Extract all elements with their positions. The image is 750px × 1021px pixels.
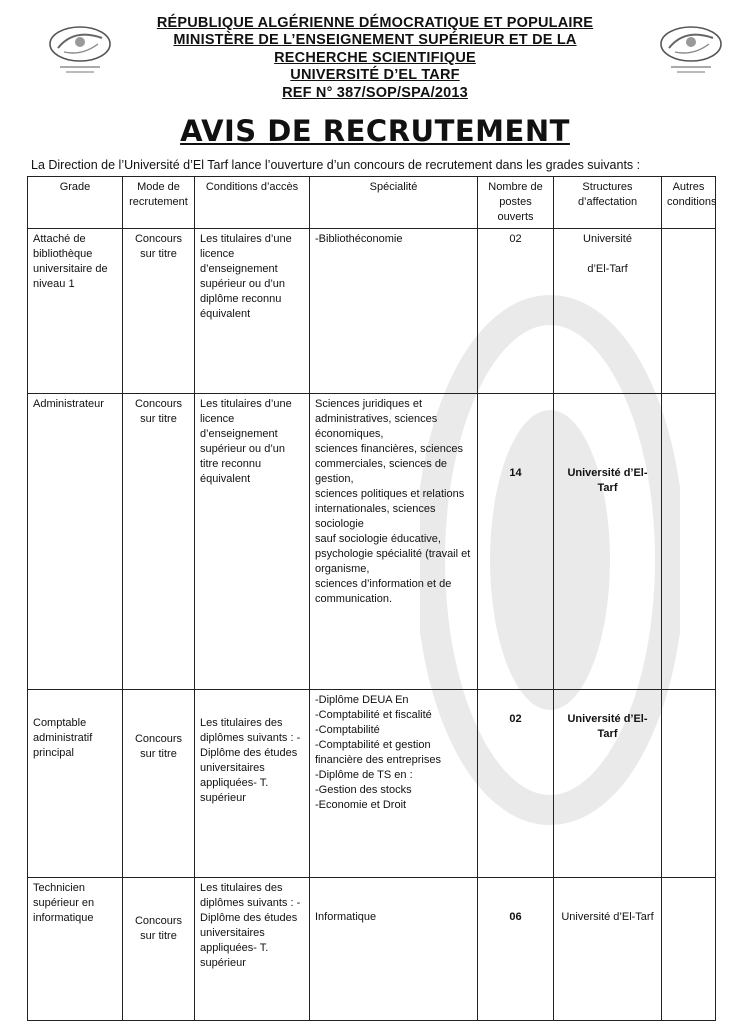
- autres-cell: [662, 229, 716, 394]
- conditions-cell: Les titulaires des diplômes suivants : -Diplôme des études universitaires appliquées- T. supérieur: [195, 690, 310, 878]
- header-reference: REF N° 387/SOP/SPA/2013: [282, 85, 468, 101]
- conditions-cell: Les titulaires d’une licence d’enseignement supérieur ou d’un diplôme reconnu équivalent: [195, 229, 310, 394]
- table-row: [28, 229, 716, 394]
- table-row: [28, 878, 716, 1021]
- specialite-cell: Sciences juridiques et administratives, sciences économiques, sciences financières, sciences commerciales, sciences de gestion, sciences politiques et relations internationales, sciences sociologie sauf sociologie éducative, psychologie spécialité (travail et organisme, sciences d’information et de communication.: [310, 394, 478, 690]
- column-header: Conditions d’accès: [195, 177, 310, 229]
- column-header: Grade: [28, 177, 123, 229]
- specialite-cell: -Bibliothéconomie: [310, 229, 478, 394]
- autres-cell: [662, 394, 716, 690]
- intro-text: La Direction de l’Université d’El Tarf lance l’ouverture d’un concours de recrutement dans les grades suivants :: [31, 158, 641, 172]
- specialite-cell: Informatique: [310, 878, 478, 1021]
- grade-cell: Administrateur: [28, 394, 123, 690]
- mode-cell: Concours sur titre: [123, 878, 195, 1021]
- postes-cell: 06: [478, 878, 554, 1021]
- recruitment-table: [27, 176, 716, 1021]
- grade-cell: Comptable administratif principal: [28, 690, 123, 878]
- grade-cell: Attaché de bibliothèque universitaire de niveau 1: [28, 229, 123, 394]
- header-ministry: MINISTÈRE DE L’ENSEIGNEMENT SUPÉRIEUR ET DE LA: [173, 32, 577, 48]
- table-row: [28, 394, 716, 690]
- column-header: Structures d’affectation: [554, 177, 662, 229]
- header-republic: RÉPUBLIQUE ALGÉRIENNE DÉMOCRATIQUE ET POPULAIRE: [156, 15, 594, 31]
- structure-cell: Université d’El-Tarf: [554, 690, 662, 878]
- header-university: UNIVERSITÉ D’EL TARF: [290, 67, 460, 83]
- mode-cell: Concours sur titre: [123, 229, 195, 394]
- structure-cell: Université d’El-Tarf: [554, 878, 662, 1021]
- postes-cell: 14: [478, 394, 554, 690]
- postes-cell: 02: [478, 690, 554, 878]
- postes-cell: 02: [478, 229, 554, 394]
- column-header: Mode de recrutement: [123, 177, 195, 229]
- header-ministry-cont: RECHERCHE SCIENTIFIQUE: [274, 50, 476, 66]
- conditions-cell: Les titulaires d’une licence d’enseignement supérieur ou d’un titre reconnu équivalent: [195, 394, 310, 690]
- mode-cell: Concours sur titre: [123, 690, 195, 878]
- grade-cell: Technicien supérieur en informatique: [28, 878, 123, 1021]
- structure-cell: Université d’El-Tarf: [554, 394, 662, 690]
- structure-cell: Université d’El-Tarf: [554, 229, 662, 394]
- autres-cell: [662, 690, 716, 878]
- column-header: Autres conditions: [662, 177, 716, 229]
- autres-cell: [662, 878, 716, 1021]
- conditions-cell: Les titulaires des diplômes suivants : -Diplôme des études universitaires appliquées- T. supérieur: [195, 878, 310, 1021]
- table-header-row: [28, 177, 716, 229]
- table-row: [28, 690, 716, 878]
- column-header: Nombre de postes ouverts: [478, 177, 554, 229]
- mode-cell: Concours sur titre: [123, 394, 195, 690]
- column-header: Spécialité: [310, 177, 478, 229]
- specialite-cell: -Diplôme DEUA En -Comptabilité et fiscalité -Comptabilité -Comptabilité et gestion financière des entreprises -Diplôme de TS en : -Gestion des stocks -Economie et Droit: [310, 690, 478, 878]
- page-title: AVIS DE RECRUTEMENT: [180, 114, 570, 148]
